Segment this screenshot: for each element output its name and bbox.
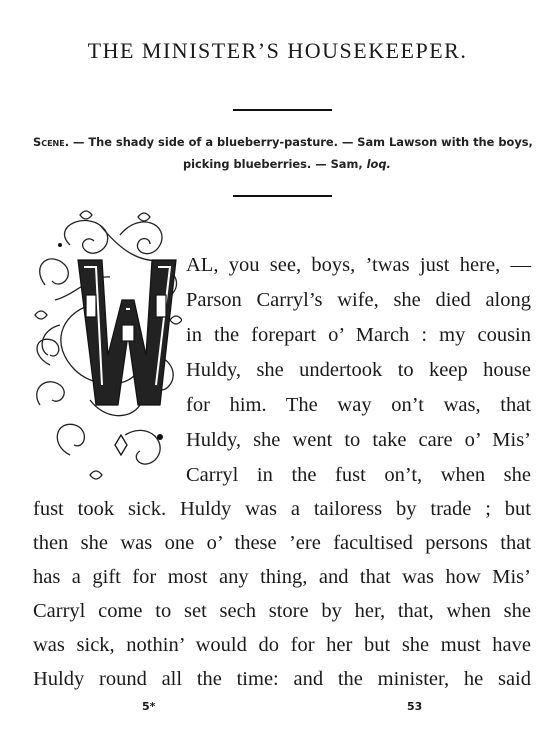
text-line-2: Parson Carryl’s wife, she died along bbox=[186, 289, 531, 311]
text-line-5: for him. The way on’t was, that bbox=[186, 394, 531, 416]
scene-text-1: — The shady side of a blueberry-pasture. — Sam Lawson with the boys, bbox=[69, 135, 533, 149]
signature-mark: 5* bbox=[142, 700, 156, 713]
text-line-7: Carryl in the fust on’t, when she bbox=[186, 464, 531, 486]
text-line-8: fust took sick. Huldy was a tailoress by trade ; but bbox=[33, 498, 531, 520]
text-line-10: has a gift for most any thing, and that was how Mis’ bbox=[33, 566, 531, 588]
text-line-9: then she was one o’ these ’ere facultised persons that bbox=[33, 532, 531, 554]
scene-line-2 bbox=[183, 153, 391, 175]
text-line-12: was sick, nothin’ would do for her but she must have bbox=[33, 634, 531, 656]
scene-label: Scene. bbox=[33, 135, 70, 149]
text-line-4: Huldy, she undertook to keep house bbox=[186, 359, 531, 381]
scene-text-2: picking blueberries. — Sam, bbox=[183, 157, 367, 171]
page-number: 53 bbox=[407, 700, 423, 713]
text-line-13: Huldy round all the time: and the minister, he said bbox=[33, 668, 531, 690]
page-title: THE MINISTER’S HOUSEKEEPER. bbox=[87, 38, 468, 63]
top-rule bbox=[233, 109, 332, 111]
text-line-1: AL, you see, boys, ’twas just here, — bbox=[186, 254, 531, 276]
scene-line-1 bbox=[33, 131, 533, 153]
bottom-rule bbox=[233, 195, 332, 197]
scene-loq: loq. bbox=[366, 157, 391, 171]
ornamental-drop-cap-w bbox=[30, 205, 182, 485]
text-line-6: Huldy, she went to take care o’ Mis’ bbox=[186, 429, 531, 451]
text-line-11: Carryl come to set sech store by her, that, when she bbox=[33, 600, 531, 622]
text-line-3: in the forepart o’ March : my cousin bbox=[186, 324, 531, 346]
